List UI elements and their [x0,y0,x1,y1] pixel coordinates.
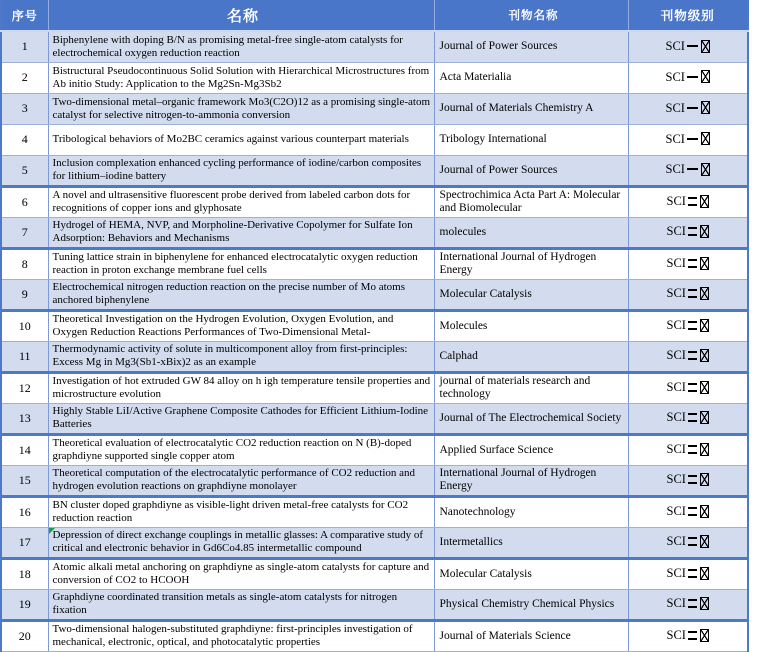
journal-name-text: Nanotechnology [439,505,516,518]
column-header-level[interactable]: 刊物级别 [628,0,748,31]
paper-title-cell[interactable] [48,279,434,310]
level-text: SCI [666,224,686,239]
row-number-cell[interactable]: 10 [1,310,48,341]
journal-name-text: International Journal of Hydrogen Energy [439,467,597,492]
journal-name-text: Applied Surface Science [439,443,554,456]
row-number-cell[interactable]: 19 [1,589,48,620]
row-number-cell[interactable]: 4 [1,124,48,155]
journal-level-cell[interactable] [628,62,748,93]
table-row [1,403,748,434]
paper-title-cell[interactable] [48,558,434,589]
table-row [1,186,748,217]
journal-name-cell[interactable] [434,558,628,589]
tier-one-glyph [687,76,698,78]
tier-two-glyph [688,599,697,608]
journal-name-text: Molecular Catalysis [439,567,532,580]
table-row [1,93,748,124]
journal-level-cell[interactable] [628,31,748,62]
tier-one-glyph [687,168,698,170]
green-corner-flag-icon [49,528,55,534]
level-text: SCI [666,566,686,581]
missing-glyph-box-icon [700,629,709,642]
tier-two-glyph [688,351,697,360]
table-row [1,279,748,310]
journal-name-text: Journal of Power Sources [439,163,558,176]
row-number-cell[interactable]: 17 [1,527,48,558]
level-text: SCI [666,504,686,519]
row-number-cell[interactable]: 3 [1,93,48,124]
journal-name-text: Molecular Catalysis [439,287,532,300]
missing-glyph-box-icon [701,40,710,53]
journal-name-cell[interactable] [434,527,628,558]
missing-glyph-box-icon [700,411,709,424]
journal-level-cell[interactable] [628,186,748,217]
tier-two-glyph [688,537,697,546]
missing-glyph-box-icon [700,195,709,208]
journal-level-cell[interactable] [628,434,748,465]
table-row [1,558,748,589]
journal-level-cell[interactable] [628,248,748,279]
row-number-cell[interactable]: 7 [1,217,48,248]
row-number-cell[interactable]: 2 [1,62,48,93]
level-text: SCI [666,472,686,487]
journal-level-cell[interactable] [628,496,748,527]
table-row [1,620,748,651]
missing-glyph-box-icon [701,101,710,114]
journal-name-cell[interactable] [434,155,628,186]
journal-name-cell[interactable] [434,496,628,527]
row-number-cell[interactable]: 12 [1,372,48,403]
tier-two-glyph [688,383,697,392]
table-row [1,217,748,248]
journal-name-text: International Journal of Hydrogen Energy [439,251,597,276]
journal-name-cell[interactable] [434,341,628,372]
journal-name-text: Tribology International [439,133,547,145]
journal-name-cell[interactable] [434,465,628,496]
level-text: SCI [666,534,686,549]
journal-name-text: Physical Chemistry Chemical Physics [439,597,615,610]
paper-title-text: Theoretical evaluation of electrocatalytic CO2 reduction reaction on N (B)-doped graphdiyne supported single copper atom [52,437,412,462]
paper-title-text: Hydrogel of HEMA, NVP, and Morpholine-Derivative Copolymer for Sulfate Ion Adsorption: Behaviors and Mechanisms [52,219,413,244]
journal-level-cell[interactable] [628,558,748,589]
tier-one-glyph [687,45,698,47]
paper-title-text: Tuning lattice strain in biphenylene for enhanced electrocatalytic oxygen reduction reaction in proton exchange membrane fuel cells [52,251,418,276]
paper-title-text: Tribological behaviors of Mo2BC ceramics against various counterpart materials [52,133,409,145]
level-text: SCI [665,38,685,53]
paper-title-cell[interactable] [48,403,434,434]
row-number-cell[interactable]: 14 [1,434,48,465]
paper-title-text: Graphdiyne coordinated transition metals as single-atom catalysts for nitrogen fixation [52,591,398,616]
missing-glyph-box-icon [700,473,709,486]
level-text: SCI [666,318,686,333]
journal-name-text: Molecules [439,319,488,332]
journal-name-cell[interactable] [434,279,628,310]
level-text: SCI [666,410,686,425]
row-number-cell[interactable]: 15 [1,465,48,496]
paper-title-cell[interactable] [48,434,434,465]
missing-glyph-box-icon [700,443,709,456]
paper-title-cell[interactable] [48,31,434,62]
paper-title-text: A novel and ultrasensitive fluorescent probe derived from labeled carbon dots for recognitions of copper ions and glyphosate [52,189,411,214]
column-header-title[interactable]: 名称 [48,0,434,31]
paper-title-text: Theoretical Investigation on the Hydrogen Evolution, Oxygen Evolution, and Oxygen Reduction Reactions Performances of Two-Dimensional Metal- [52,313,394,338]
tier-two-glyph [688,475,697,484]
paper-title-cell[interactable] [48,465,434,496]
paper-title-text: Biphenylene with doping B/N as promising metal-free single-atom catalysts for electrochemical oxygen reduction reaction [52,33,403,59]
paper-title-text: BN cluster doped graphdiyne as visible-light driven metal-free catalysts for CO2 reduction reaction [52,499,409,524]
table-row [1,62,748,93]
row-number-cell[interactable]: 1 [1,31,48,62]
column-header-journal[interactable]: 刊物名称 [434,0,628,31]
level-text: SCI [665,100,685,115]
tier-two-glyph [688,227,697,236]
paper-title-text: Two-dimensional metal–organic framework Mo3(C2O)12 as a promising single-atom catalyst for selective nitrogen-to-ammonia conversion [52,95,431,121]
paper-title-cell[interactable] [48,620,434,651]
table-row [1,155,748,186]
journal-level-cell[interactable] [628,527,748,558]
journal-level-cell[interactable] [628,124,748,155]
table-row [1,31,748,62]
paper-title-text: Thermodynamic activity of solute in multicomponent alloy from first-principles: Excess Mg in Mg3(Sb1-xBix)2 as an example [52,343,408,368]
journal-level-cell[interactable] [628,93,748,124]
tier-two-glyph [688,569,697,578]
level-text: SCI [666,348,686,363]
level-text: SCI [666,286,686,301]
table-row [1,434,748,465]
tier-two-glyph [688,445,697,454]
row-number-cell[interactable]: 18 [1,558,48,589]
journal-name-cell[interactable] [434,124,628,155]
header-row [1,0,748,31]
tier-two-glyph [688,289,697,298]
paper-title-cell[interactable] [48,62,434,93]
missing-glyph-box-icon [700,225,709,238]
level-text: SCI [665,131,685,146]
journal-name-text: Calphad [439,349,478,362]
journal-name-cell[interactable] [434,186,628,217]
missing-glyph-box-icon [701,132,710,145]
journal-name-text: Journal of Materials Chemistry A [439,102,594,114]
table-row [1,589,748,620]
tier-two-glyph [688,197,697,206]
journal-name-text: Intermetallics [439,535,503,548]
tier-two-glyph [688,259,697,268]
journal-level-cell[interactable] [628,341,748,372]
journal-level-cell[interactable] [628,310,748,341]
journal-level-cell[interactable] [628,403,748,434]
journal-name-cell[interactable] [434,93,628,124]
paper-title-cell[interactable] [48,186,434,217]
missing-glyph-box-icon [700,257,709,270]
journal-name-text: Journal of Materials Science [439,629,571,642]
table-row [1,341,748,372]
tier-two-glyph [688,631,697,640]
paper-title-text: Bistructural Pseudocontinuous Solid Solution with Hierarchical Microstructures from Ab initio Study: Application to the Mg2Sn-Mg3Sb2 [52,64,430,90]
missing-glyph-box-icon [700,535,709,548]
journal-name-cell[interactable] [434,310,628,341]
row-number-cell[interactable]: 9 [1,279,48,310]
journal-name-cell[interactable] [434,620,628,651]
paper-title-text: Two-dimensional halogen-substituted graphdiyne: first-principles investigation of mechanical, electronic, optical, and photocatalytic properties [52,623,413,648]
table-row [1,124,748,155]
level-text: SCI [666,194,686,209]
paper-title-cell[interactable] [48,341,434,372]
paper-title-cell[interactable] [48,124,434,155]
table-row [1,465,748,496]
journal-level-cell[interactable] [628,465,748,496]
row-number-cell[interactable]: 20 [1,620,48,651]
level-text: SCI [665,69,685,84]
level-text: SCI [666,628,686,643]
paper-title-text: Depression of direct exchange couplings in metallic glasses: A comparative study of critical and electronic behavior in Gd6Co4.85 intermetallic compound [52,529,424,554]
journal-level-cell[interactable] [628,372,748,403]
journal-name-text: molecules [439,225,487,238]
row-number-cell[interactable]: 13 [1,403,48,434]
row-number-cell[interactable]: 6 [1,186,48,217]
journal-name-cell[interactable] [434,372,628,403]
journal-name-cell[interactable] [434,217,628,248]
tier-two-glyph [688,507,697,516]
missing-glyph-box-icon [701,70,710,83]
row-number-cell[interactable]: 8 [1,248,48,279]
tier-one-glyph [687,138,698,140]
paper-title-cell[interactable] [48,496,434,527]
level-text: SCI [665,162,685,177]
table-row [1,310,748,341]
journal-name-cell[interactable] [434,31,628,62]
paper-title-cell[interactable] [48,527,434,558]
paper-title-text: Investigation of hot extruded GW 84 alloy on h igh temperature tensile properties and microstructure evolution [52,375,431,400]
paper-title-cell[interactable] [48,248,434,279]
row-number-cell[interactable]: 11 [1,341,48,372]
level-text: SCI [666,256,686,271]
missing-glyph-box-icon [701,163,710,176]
paper-title-cell[interactable] [48,155,434,186]
column-header-no[interactable]: 序号 [1,0,48,31]
paper-title-text: Theoretical computation of the electrocatalytic performance of CO2 reduction and hydrogen evolution reactions on graphdiyne monolayer [52,467,416,492]
paper-title-text: Highly Stable LiI/Active Graphene Composite Cathodes for Efficient Lithium-Iodine Batteries [52,405,429,430]
row-number-cell[interactable]: 16 [1,496,48,527]
paper-title-cell[interactable] [48,589,434,620]
journal-name-text: Journal of Power Sources [439,40,558,53]
journal-level-cell[interactable] [628,620,748,651]
paper-title-cell[interactable] [48,217,434,248]
paper-title-cell[interactable] [48,310,434,341]
tier-one-glyph [687,107,698,109]
level-text: SCI [666,380,686,395]
table-row [1,527,748,558]
journal-name-cell[interactable] [434,403,628,434]
missing-glyph-box-icon [700,567,709,580]
journal-name-cell[interactable] [434,248,628,279]
journal-level-cell[interactable] [628,589,748,620]
journal-level-cell[interactable] [628,279,748,310]
missing-glyph-box-icon [700,505,709,518]
journal-name-cell[interactable] [434,589,628,620]
missing-glyph-box-icon [700,349,709,362]
table-row [1,248,748,279]
journal-name-text: Spectrochimica Acta Part A: Molecular and Biomolecular [439,189,621,214]
table-row [1,372,748,403]
row-number-cell[interactable]: 5 [1,155,48,186]
paper-title-cell[interactable] [48,372,434,403]
journal-level-cell[interactable] [628,217,748,248]
missing-glyph-box-icon [700,287,709,300]
missing-glyph-box-icon [700,597,709,610]
tier-two-glyph [688,413,697,422]
missing-glyph-box-icon [700,381,709,394]
level-text: SCI [666,596,686,611]
level-text: SCI [666,442,686,457]
tier-two-glyph [688,321,697,330]
paper-title-text: Inclusion complexation enhanced cycling performance of iodine/carbon composites for lithium–iodine battery [52,157,422,182]
journal-name-text: Acta Materialia [439,71,512,83]
table-row [1,496,748,527]
paper-title-cell[interactable] [48,93,434,124]
journal-name-text: Journal of The Electrochemical Society [439,411,622,424]
paper-title-text: Electrochemical nitrogen reduction reaction on the precise number of Mo atoms anchored biphenylene [52,281,405,306]
journal-name-cell[interactable] [434,62,628,93]
journal-name-cell[interactable] [434,434,628,465]
missing-glyph-box-icon [700,319,709,332]
journal-name-text: journal of materials research and technology [439,375,591,400]
journal-level-cell[interactable] [628,155,748,186]
paper-title-text: Atomic alkali metal anchoring on graphdiyne as single-atom catalysts for capture and conversion of CO2 to HCOOH [52,561,430,586]
